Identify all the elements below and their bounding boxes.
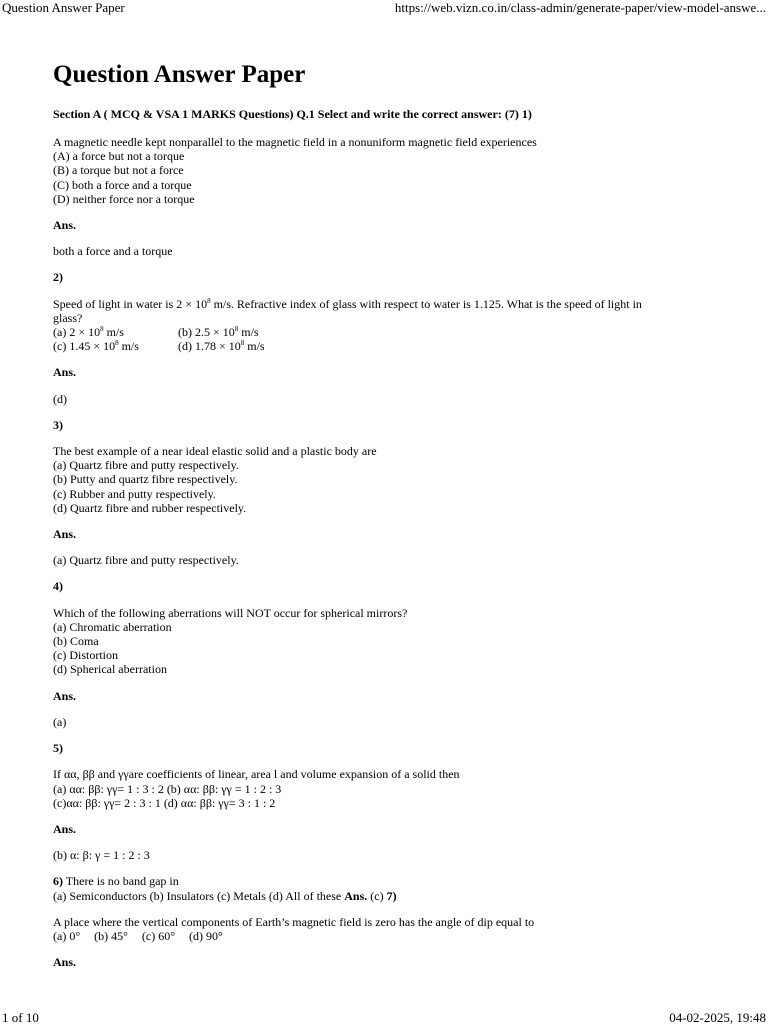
answer-label: Ans. bbox=[53, 821, 77, 836]
options-grid bbox=[53, 325, 713, 353]
answer-text: (a) bbox=[53, 714, 67, 729]
option: (A) a force but not a torque bbox=[53, 149, 185, 164]
question-text: A magnetic needle kept nonparallel to the magnetic field in a nonuniform magnetic field experiences bbox=[53, 135, 537, 149]
page-header-title: Question Answer Paper bbox=[2, 0, 125, 15]
question-text: Speed of light in water is $2 \times 10^8$ m/s. Refractive index of glass with respect to water is 1.125. What is the speed of light in bbox=[53, 296, 642, 311]
option: (c) Distortion bbox=[53, 648, 118, 663]
answer-text: (d) bbox=[53, 391, 67, 406]
option: (C) both a force and a torque bbox=[53, 177, 192, 192]
option: (c) 60° bbox=[141, 928, 176, 943]
question-2 bbox=[53, 297, 713, 354]
question-text: If αα, ββ and γγare coefficients of linear, area l and volume expansion of a solid then bbox=[53, 767, 460, 782]
page-title: Question Answer Paper bbox=[53, 61, 306, 88]
option: (b) 45° bbox=[94, 928, 128, 943]
question-text: 6) There is no band gap in bbox=[53, 874, 179, 889]
options-line bbox=[53, 929, 713, 943]
answer-text: (b) α: β: γ = 1 : 2 : 3 bbox=[53, 848, 150, 863]
question-number: 3) bbox=[53, 417, 63, 432]
option: (d) Quartz fibre and rubber respectively. bbox=[53, 500, 247, 515]
option: (b) $2.5 \times 10^8$ m/s bbox=[178, 325, 259, 340]
question-text: A place where the vertical components of Earth’s magnetic field is zero has the angle of dip equal to bbox=[53, 914, 535, 929]
document-body bbox=[53, 58, 713, 981]
question-number: 2) bbox=[53, 270, 63, 285]
answer-label: Ans. bbox=[53, 218, 77, 233]
option: (a) Chromatic aberration bbox=[53, 619, 172, 634]
option-line: (c)αα: ββ: γγ= 2 : 3 : 1 (d) αα: ββ: γγ= 3 : 1 : 2 bbox=[53, 795, 276, 810]
answer-label: Ans. bbox=[344, 888, 368, 903]
option: (a) 0° bbox=[53, 928, 81, 943]
answer-label: Ans. bbox=[53, 365, 77, 380]
option: (d) Spherical aberration bbox=[53, 662, 167, 677]
page-number: 1 of 10 bbox=[2, 1010, 39, 1025]
option: (a) Quartz fibre and putty respectively. bbox=[53, 458, 239, 473]
option: (c) $1.45 \times 10^8$ m/s bbox=[53, 339, 139, 354]
section-heading: Section A ( MCQ & VSA 1 MARKS Questions) Q.1 Select and write the correct answer: (7) 1) bbox=[53, 107, 532, 121]
question-3 bbox=[53, 444, 713, 515]
option: (d) 90° bbox=[189, 928, 223, 943]
page-header-url: https://web.vizn.co.in/class-admin/generate-paper/view-model-answe... bbox=[394, 0, 766, 15]
question-4 bbox=[53, 606, 713, 677]
option: (b) Putty and quartz fibre respectively. bbox=[53, 472, 238, 487]
option: (B) a torque but not a force bbox=[53, 163, 184, 178]
question-number: 4) bbox=[53, 579, 63, 594]
option-line: (a) αα: ββ: γγ= 1 : 3 : 2 (b) αα: ββ: γγ = 1 : 2 : 3 bbox=[53, 781, 282, 796]
question-number: 5) bbox=[53, 741, 63, 756]
question-7 bbox=[53, 915, 713, 943]
option-line: (a) Semiconductors (b) Insulators (c) Metals (d) All of these Ans. (c) 7) bbox=[53, 888, 397, 903]
answer-text: (c) bbox=[367, 888, 387, 903]
question-text: Which of the following aberrations will NOT occur for spherical mirrors? bbox=[53, 605, 408, 620]
question-number: 7) bbox=[386, 888, 397, 903]
option: (D) neither force nor a torque bbox=[53, 191, 195, 206]
question-text-cont: glass? bbox=[53, 310, 83, 325]
answer-text: (a) Quartz fibre and putty respectively. bbox=[53, 553, 239, 568]
option: (c) Rubber and putty respectively. bbox=[53, 486, 216, 501]
question-1 bbox=[53, 135, 713, 206]
option: (d) $1.78 \times 10^8$ m/s bbox=[178, 339, 265, 354]
print-datetime: 04-02-2025, 19:48 bbox=[669, 1010, 766, 1025]
question-5 bbox=[53, 767, 713, 810]
question-text: The best example of a near ideal elastic solid and a plastic body are bbox=[53, 444, 377, 459]
option: (b) Coma bbox=[53, 634, 99, 649]
option: (a) $2 \times 10^8$ m/s bbox=[53, 325, 124, 340]
question-6 bbox=[53, 874, 713, 902]
question-number: 6) bbox=[53, 874, 63, 889]
answer-label: Ans. bbox=[53, 688, 77, 703]
answer-text: both a force and a torque bbox=[53, 244, 173, 259]
answer-label: Ans. bbox=[53, 955, 77, 970]
answer-label: Ans. bbox=[53, 527, 77, 542]
